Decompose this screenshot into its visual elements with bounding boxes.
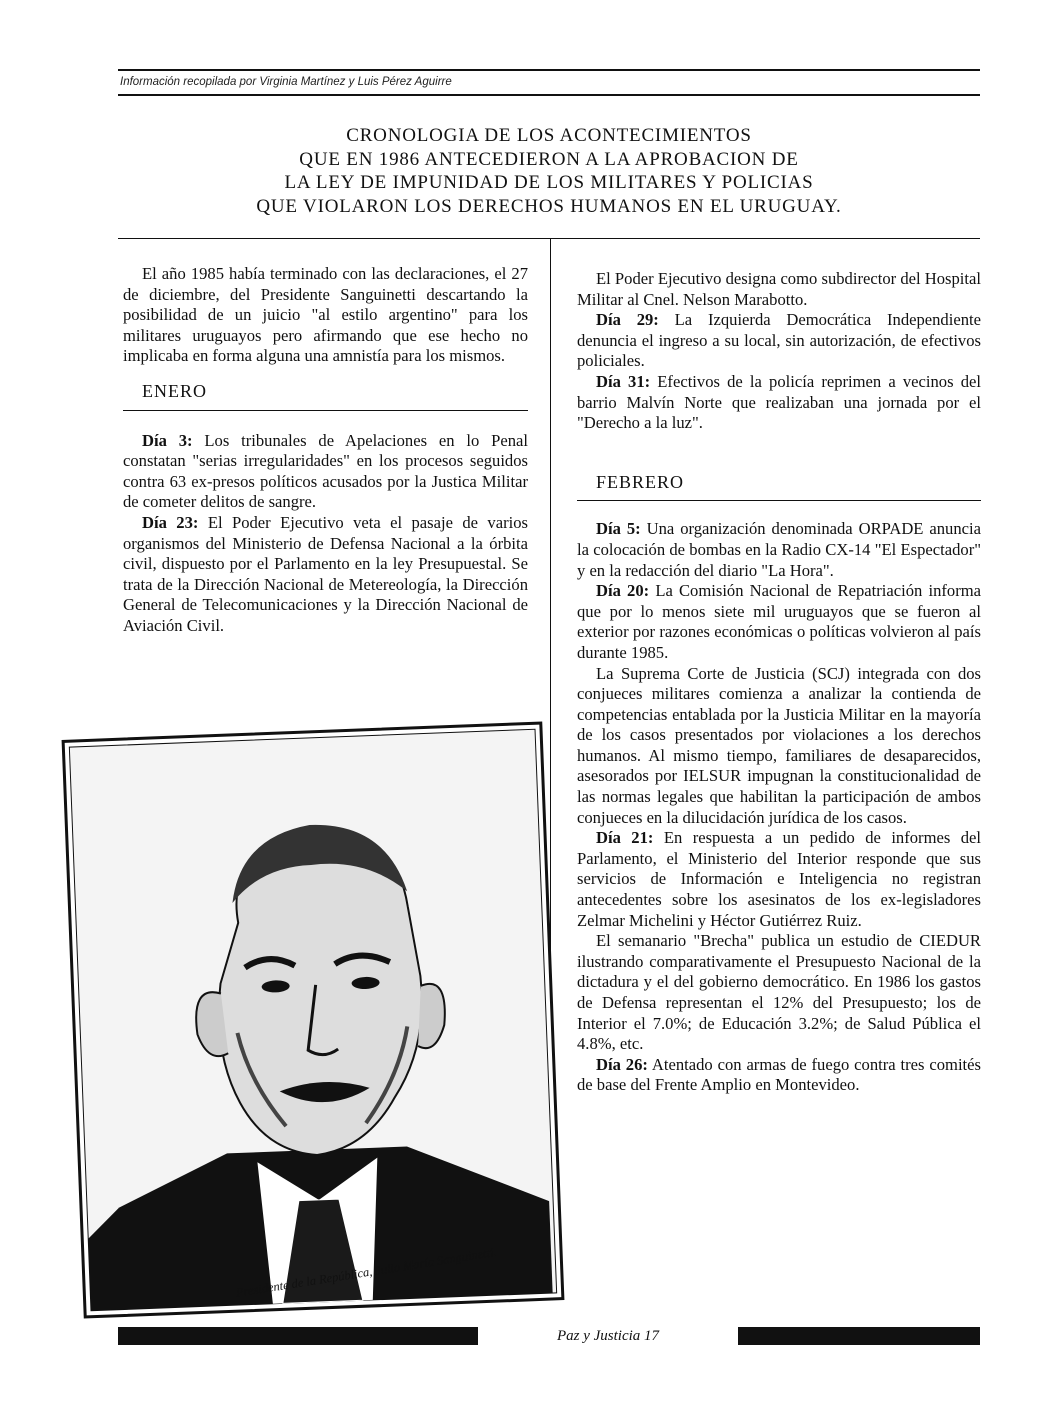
left-column: [123, 264, 528, 637]
entry-paragraph: [577, 519, 981, 581]
entry-day: Día 31:: [596, 371, 651, 391]
section-heading-enero: ENERO: [142, 380, 207, 401]
entry-paragraph: [577, 581, 981, 663]
left-column-rule: [118, 238, 550, 239]
title-line: QUE EN 1986 ANTECEDIERON A LA APROBACION DE: [299, 148, 799, 170]
entry-day: Día 3:: [142, 430, 193, 450]
header-rule-bottom: [118, 94, 980, 96]
right-column: [577, 269, 981, 1096]
entry-day: Día 29:: [596, 310, 659, 330]
entry-text: Una organización denominada ORPADE anuncia la colocación de bombas en la Radio CX-14 "El Espectador" y en la redacción del diario "La Hora".: [577, 519, 981, 580]
header-credit: Información recopilada por Virginia Martínez y Luis Pérez Aguirre: [120, 76, 452, 88]
entry-paragraph: [577, 828, 981, 931]
entry-text: La Comisión Nacional de Repatriación informa que por lo menos siete mil uruguayos que se fueron al exterior por razones económicas o políticas volvieron al país durante 1985.: [577, 581, 981, 662]
entry-paragraph: [577, 664, 981, 829]
entry-paragraph: [577, 310, 981, 372]
section-heading-febrero: FEBRERO: [596, 471, 685, 492]
article-title: [118, 124, 980, 218]
intro-paragraph: El año 1985 había terminado con las declaraciones, el 27 de diciembre, del Presidente Sanguinetti descartando la posibilidad de un juicio "al estilo argentino" para los militares uruguayos pero afirmando que ese hecho no implicaba en forma alguna una amnistía para los mismos.: [123, 264, 528, 366]
entry-paragraph: [577, 372, 981, 434]
title-line: QUE VIOLARON LOS DERECHOS HUMANOS EN EL URUGUAY.: [256, 195, 842, 217]
entry-paragraph: [123, 431, 528, 513]
entry-text: La Izquierda Democrática Independiente denuncia el ingreso a su local, sin autorización, de efectivos policiales.: [577, 310, 981, 371]
entry-text: Atentado con armas de fuego contra tres comités de base del Frente Amplio en Montevideo.: [577, 1054, 981, 1095]
right-column-rule: [550, 238, 980, 239]
entry-text: El semanario "Brecha" publica un estudio de CIEDUR ilustrando comparativamente el Presupuesto Nacional de la dictadura y el del gobierno democrático. En 1986 los gastos de Defensa representan el 12% del Presupuesto; los de Interior el 7.0%; de Educación 3.2%; de Salud Pública el 4.8%, etc.: [577, 931, 981, 1054]
entry-day: Día 20:: [596, 581, 650, 601]
entry-day: Día 26:: [596, 1054, 648, 1074]
entry-paragraph: [123, 513, 528, 637]
entry-paragraph: [577, 931, 981, 1055]
entry-text: El Poder Ejecutivo designa como subdirector del Hospital Militar al Cnel. Nelson Marabotto.: [577, 269, 981, 309]
entry-day: Día 5:: [596, 519, 641, 539]
header-rule-top: [118, 69, 980, 71]
entry-text: El Poder Ejecutivo veta el pasaje de varios organismos del Ministerio de Defensa Nacional a la órbita civil, dispuesto por el Parlamento en la ley Presupuestal. Se trata de la Dirección Nacional de Metereología, la Dirección General de Telecomunicaciones y la Dirección Nacional de Aviación Civil.: [123, 512, 528, 635]
portrait-illustration: [61, 721, 565, 1319]
footer-bar-right: [738, 1327, 980, 1345]
photo-caption: Presidente de la República, Julio María Sanguinetti.: [235, 1244, 498, 1300]
title-line: CRONOLOGIA DE LOS ACONTECIMIENTOS: [346, 125, 752, 146]
entry-day: Día 23:: [142, 512, 199, 532]
entry-paragraph: [577, 1055, 981, 1096]
footer-publication: Paz y Justicia 17: [556, 1328, 660, 1344]
entry-text: Los tribunales de Apelaciones en lo Penal constatan "serias irregularidades" en los procesos seguidos contra 63 ex-presos políticos acusados por la Justica Militar de cometer delitos de sangre.: [123, 430, 528, 512]
section-rule: [577, 500, 981, 501]
entry-text: En respuesta a un pedido de informes del Parlamento, el Ministerio del Interior responde que sus servicios de Información e Inteligencia no registran antecedentes sobre los asesinatos de los ex-legisladores Zelmar Michelini y Héctor Gutiérrez Ruiz.: [577, 828, 981, 930]
footer-bar-left: [118, 1327, 478, 1345]
title-line: LA LEY DE IMPUNIDAD DE LOS MILITARES Y POLICIAS: [284, 172, 814, 193]
entry-text: La Suprema Corte de Justicia (SCJ) integrada con dos conjueces militares comienza a analizar la contienda de competencias entablada por la Justicia Militar en la mayoría de los casos presentados por violaciones a los derechos humanos. Al mismo tiempo, familiares de desaparecidos, asesorados por IELSUR impugnan la constitucionalidad de las normas legales que habilitan la participación de ambos conjueces en la dilucidación jurídica de los casos.: [577, 663, 981, 827]
entry-paragraph: [577, 269, 981, 310]
portrait-photo: [61, 721, 565, 1319]
entry-day: Día 21:: [596, 828, 654, 848]
section-rule: [123, 410, 528, 411]
entry-text: Efectivos de la policía reprimen a vecinos del barrio Malvín Norte que realizaban una jornada por el "Derecho a la luz".: [577, 371, 981, 433]
page-footer: [118, 1327, 980, 1345]
